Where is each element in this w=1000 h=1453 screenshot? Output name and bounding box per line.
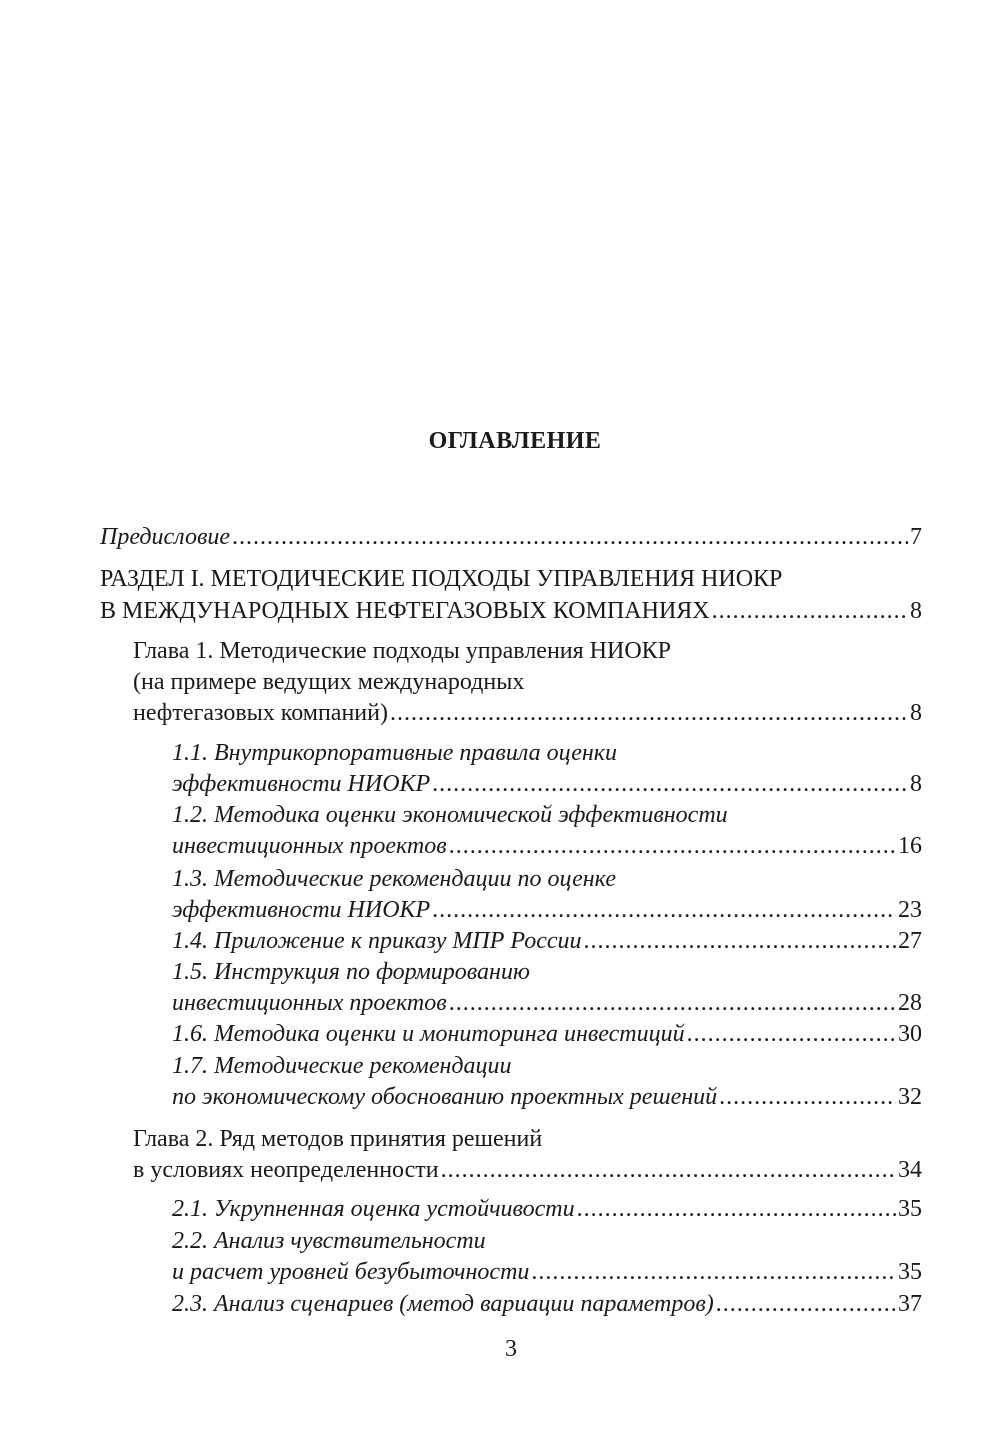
toc-entry-2-2-line-1[interactable]: 2.2. Анализ чувствительности [172,1228,486,1254]
toc-entry-section-1[interactable] [100,596,922,626]
toc-entry-title: 1.4. Приложение к приказу МПР России [172,928,582,954]
toc-page-number: 16 [898,833,922,859]
toc-entry-1-3[interactable] [172,895,922,925]
toc-page-number: 8 [910,598,922,624]
toc-entry-title: и расчет уровней безубыточности [172,1259,530,1285]
toc-entry-1-2-line-1[interactable]: 1.2. Методика оценки экономической эффективности [172,802,728,828]
dot-leader [432,769,908,799]
toc-entry-1-4[interactable] [172,926,922,956]
toc-entry-title: 2.3. Анализ сценариев (метод вариации параметров) [172,1291,714,1317]
toc-entry-1-1[interactable] [172,769,922,799]
toc-entry-1-5-line-1[interactable]: 1.5. Инструкция по формированию [172,959,530,985]
toc-entry-1-5[interactable] [172,988,922,1018]
toc-page-number: 34 [898,1157,922,1183]
toc-entry-1-3-line-1[interactable]: 1.3. Методические рекомендации по оценке [172,866,616,892]
toc-entry-title: инвестиционных проектов [172,833,447,859]
dot-leader [712,596,908,626]
dot-leader [441,1155,896,1185]
toc-entry-chapter-2[interactable] [133,1155,922,1185]
toc-page-number: 37 [898,1291,922,1317]
dot-leader [687,1019,896,1049]
toc-page-number: 8 [910,700,922,726]
toc-entry-2-3[interactable] [172,1289,922,1319]
toc-entry-preface[interactable] [100,522,922,552]
toc-entry-chapter-1-line-2[interactable]: (на примере ведущих международных [133,669,525,695]
toc-page-number: 23 [898,897,922,923]
dot-leader [232,522,908,552]
toc-entry-1-7-line-1[interactable]: 1.7. Методические рекомендации [172,1053,512,1079]
toc-entry-chapter-1-line-1[interactable]: Глава 1. Методические подходы управления НИОКР [133,638,672,664]
page-number: 3 [505,1336,517,1362]
dot-leader [577,1194,896,1224]
toc-page-number: 27 [898,928,922,954]
toc-entry-chapter-2-line-1[interactable]: Глава 2. Ряд методов принятия решений [133,1126,543,1152]
toc-page-number: 8 [910,771,922,797]
toc-entry-title: в условиях неопределенности [133,1157,439,1183]
toc-entry-section-1-line-1[interactable]: РАЗДЕЛ I. МЕТОДИЧЕСКИЕ ПОДХОДЫ УПРАВЛЕНИЯ НИОКР [100,566,783,592]
toc-page-number: 35 [898,1196,922,1222]
dot-leader [716,1289,896,1319]
toc-entry-title: В МЕЖДУНАРОДНЫХ НЕФТЕГАЗОВЫХ КОМПАНИЯХ [100,598,710,624]
toc-page-number: 7 [910,524,922,550]
toc-entry-title: инвестиционных проектов [172,990,447,1016]
toc-page-number: 28 [898,990,922,1016]
toc-entry-title: Предисловие [100,524,231,550]
toc-entry-1-7[interactable] [172,1082,922,1112]
toc-entry-1-1-line-1[interactable]: 1.1. Внутрикорпоративные правила оценки [172,740,617,766]
dot-leader [584,926,897,956]
toc-entry-title: 2.1. Укрупненная оценка устойчивости [172,1196,575,1222]
toc-entry-title: эффективности НИОКР [172,771,431,797]
toc-entry-title: 1.6. Методика оценки и мониторинга инвестиций [172,1021,685,1047]
toc-entry-1-6[interactable] [172,1019,922,1049]
toc-page-number: 30 [898,1021,922,1047]
dot-leader [390,698,908,728]
toc-entry-chapter-1[interactable] [133,698,922,728]
dot-leader [719,1082,896,1112]
toc-entry-title: нефтегазовых компаний) [133,700,388,726]
toc-page-number: 32 [898,1084,922,1110]
toc-entry-title: по экономическому обоснованию проектных решений [172,1084,718,1110]
toc-entry-2-1[interactable] [172,1194,922,1224]
dot-leader [432,895,896,925]
toc-entry-2-2[interactable] [172,1257,922,1287]
toc-heading: ОГЛАВЛЕНИЕ [428,428,602,454]
dot-leader [531,1257,896,1287]
dot-leader [449,831,896,861]
dot-leader [449,988,896,1018]
toc-entry-title: эффективности НИОКР [172,897,431,923]
toc-entry-1-2[interactable] [172,831,922,861]
toc-page-number: 35 [898,1259,922,1285]
